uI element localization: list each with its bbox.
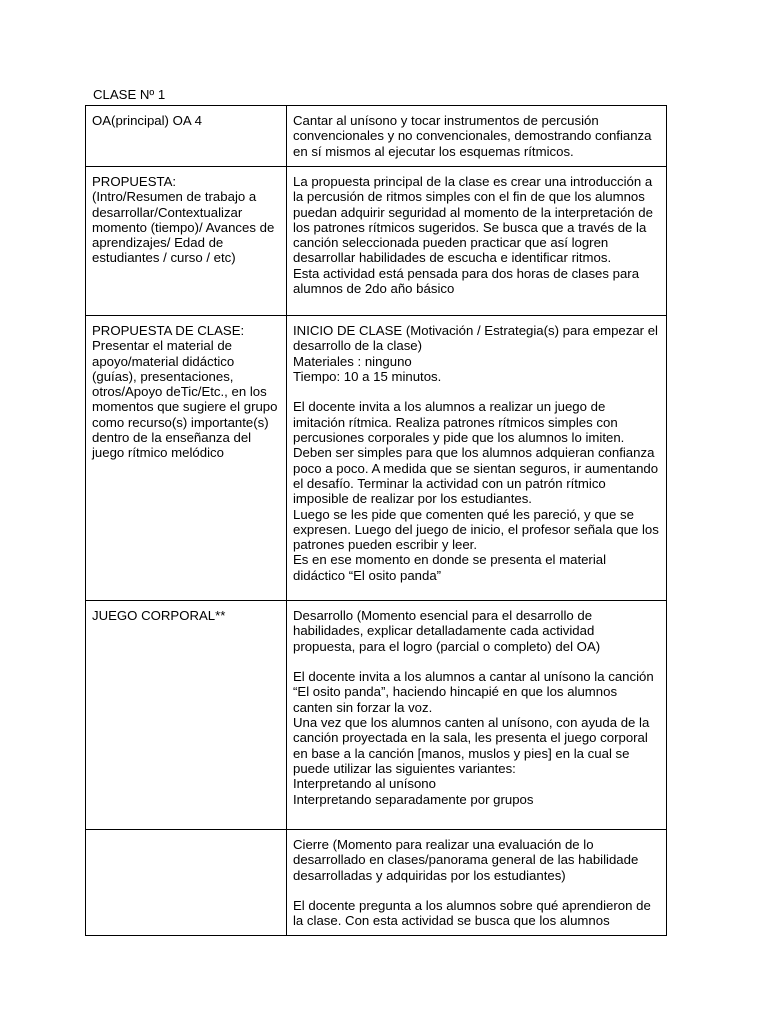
row-label-juego-corporal: JUEGO CORPORAL** [86, 601, 287, 830]
table-row-juego-corporal [86, 601, 667, 830]
row-content-desarrollo: Desarrollo (Momento esencial para el desarrollo de habilidades, explicar detalladamente cada actividad propuesta, para el logro (parcial o completo) del OA) El docente invita a los alumnos a cantar al unísono la canción “El osito panda”, haciendo hincapié en que los alumnos canten sin forzar la voz. Una vez que los alumnos canten al unísono, con ayuda de la canción proyectada en la sala, les presenta el juego corporal en base a la canción [manos, muslos y pies] en la cual se puede utilizar las siguientes variantes: Interpretando al unísono Interpretando separadamente por grupos [287, 601, 667, 830]
row-content-propuesta: La propuesta principal de la clase es crear una introducción a la percusión de ritmos simples con el fin de que los alumnos puedan adquirir seguridad al momento de la interpretación de los patrones rítmicos sugeridos. Se busca que a través de la canción seleccionada pueden practicar que así logren desarrollar habilidades de escucha e identificar ritmos. Esta actividad está pensada para dos horas de clases para alumnos de 2do año básico [287, 167, 667, 316]
row-label-empty [86, 830, 287, 936]
table-row-propuesta-clase [86, 316, 667, 601]
table-row-cierre [86, 830, 667, 936]
page-heading: CLASE Nº 1 [93, 87, 166, 102]
table-row-propuesta [86, 167, 667, 316]
row-content-oa: Cantar al unísono y tocar instrumentos de percusión convencionales y no convencionales, demostrando confianza en sí mismos al ejecutar los esquemas rítmicos. [287, 106, 667, 167]
row-content-cierre: Cierre (Momento para realizar una evaluación de lo desarrollado en clases/panorama general de las habilidade desarrolladas y adquiridas por los estudiantes) El docente pregunta a los alumnos sobre qué aprendieron de la clase. Con esta actividad se busca que los alumnos [287, 830, 667, 936]
row-label-oa: OA(principal) OA 4 [86, 106, 287, 167]
table-row-oa [86, 106, 667, 167]
lesson-plan-table [85, 105, 667, 936]
row-label-propuesta-clase: PROPUESTA DE CLASE: Presentar el material de apoyo/material didáctico (guías), presentaciones, otros/Apoyo deTic/Etc., en los momentos que sugiere el grupo como recurso(s) importante(s) dentro de la enseñanza del juego rítmico melódico [86, 316, 287, 601]
row-content-inicio: INICIO DE CLASE (Motivación / Estrategia(s) para empezar el desarrollo de la clase) Materiales : ninguno Tiempo: 10 a 15 minutos. El docente invita a los alumnos a realizar un juego de imitación rítmica. Realiza patrones rítmicos simples con percusiones corporales y pide que los alumnos lo imiten. Deben ser simples para que los alumnos adquieran confianza poco a poco. A medida que se sientan seguros, ir aumentando el desafío. Terminar la actividad con un patrón rítmico imposible de realizar por los estudiantes. Luego se les pide que comenten qué les pareció, y que se expresen. Luego del juego de inicio, el profesor señala que los patrones pueden escribir y leer. Es en ese momento en donde se presenta el material didáctico “El osito panda” [287, 316, 667, 601]
row-label-propuesta: PROPUESTA: (Intro/Resumen de trabajo a desarrollar/Contextualizar momento (tiempo)/ Avances de aprendizajes/ Edad de estudiantes / curso / etc) [86, 167, 287, 316]
